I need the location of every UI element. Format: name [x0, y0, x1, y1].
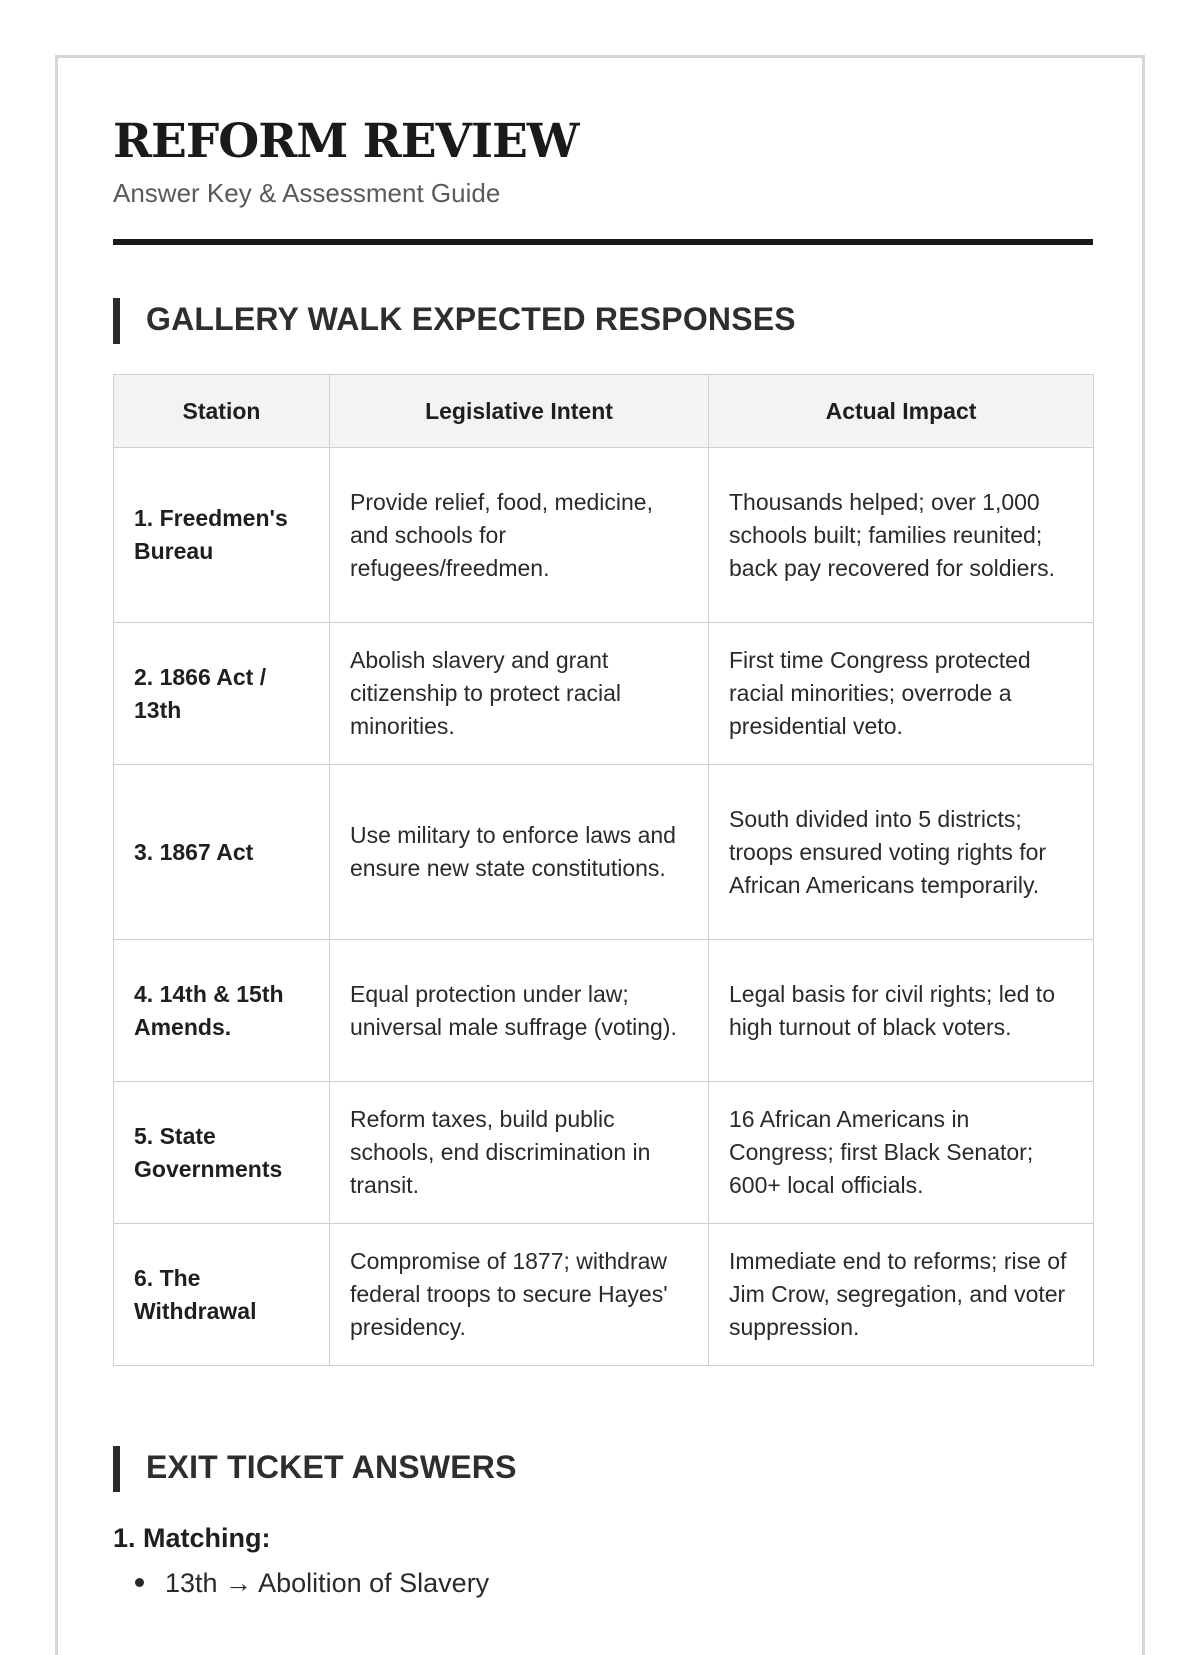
table-row [114, 1224, 1094, 1366]
station-cell: 6. The Withdrawal [114, 1224, 330, 1366]
intent-cell: Use military to enforce laws and ensure new state constitutions. [330, 765, 709, 940]
impact-cell: South divided into 5 districts; troops ensured voting rights for African Americans temporarily. [709, 765, 1094, 940]
intent-cell: Equal protection under law; universal male suffrage (voting). [330, 940, 709, 1082]
section-heading-gallery-walk [113, 298, 1093, 344]
table-row [114, 765, 1094, 940]
table-header-row [114, 375, 1094, 448]
intent-cell: Compromise of 1877; withdraw federal troops to secure Hayes' presidency. [330, 1224, 709, 1366]
matching-answer-text: 13th → Abolition of Slavery [165, 1568, 490, 1598]
column-header-legislative-intent: Legislative Intent [330, 375, 709, 448]
station-cell: 3. 1867 Act [114, 765, 330, 940]
station-cell: 4. 14th & 15th Amends. [114, 940, 330, 1082]
section-heading-label: EXIT TICKET ANSWERS [146, 1449, 517, 1485]
impact-cell: Immediate end to reforms; rise of Jim Crow, segregation, and voter suppression. [709, 1224, 1094, 1366]
document-subtitle: Answer Key & Assessment Guide [113, 178, 501, 208]
table-row [114, 448, 1094, 623]
section-accent-bar [113, 1446, 120, 1492]
section-heading-exit-ticket [113, 1446, 1093, 1492]
section-accent-bar [113, 298, 120, 344]
column-header-station: Station [114, 375, 330, 448]
title-divider [113, 239, 1093, 245]
column-header-actual-impact: Actual Impact [709, 375, 1094, 448]
intent-cell: Provide relief, food, medicine, and schools for refugees/freedmen. [330, 448, 709, 623]
gallery-walk-table [113, 374, 1094, 1366]
section-heading-label: GALLERY WALK EXPECTED RESPONSES [146, 301, 796, 337]
document-title: REFORM REVIEW [113, 114, 579, 169]
intent-cell: Reform taxes, build public schools, end discrimination in transit. [330, 1082, 709, 1224]
table-row [114, 623, 1094, 765]
impact-cell: Thousands helped; over 1,000 schools built; families reunited; back pay recovered for soldiers. [709, 448, 1094, 623]
table-row [114, 1082, 1094, 1224]
list-item [113, 1563, 1093, 1603]
table-row [114, 940, 1094, 1082]
impact-cell: First time Congress protected racial minorities; overrode a presidential veto. [709, 623, 1094, 765]
station-cell: 5. State Governments [114, 1082, 330, 1224]
document-page [55, 55, 1145, 1655]
station-cell: 1. Freedmen's Bureau [114, 448, 330, 623]
intent-cell: Abolish slavery and grant citizenship to protect racial minorities. [330, 623, 709, 765]
impact-cell: 16 African Americans in Congress; first Black Senator; 600+ local officials. [709, 1082, 1094, 1224]
station-cell: 2. 1866 Act / 13th [114, 623, 330, 765]
matching-question-label: 1. Matching: [113, 1523, 271, 1553]
matching-answer-list [113, 1563, 1093, 1603]
bullet-icon [135, 1578, 144, 1587]
impact-cell: Legal basis for civil rights; led to high turnout of black voters. [709, 940, 1094, 1082]
